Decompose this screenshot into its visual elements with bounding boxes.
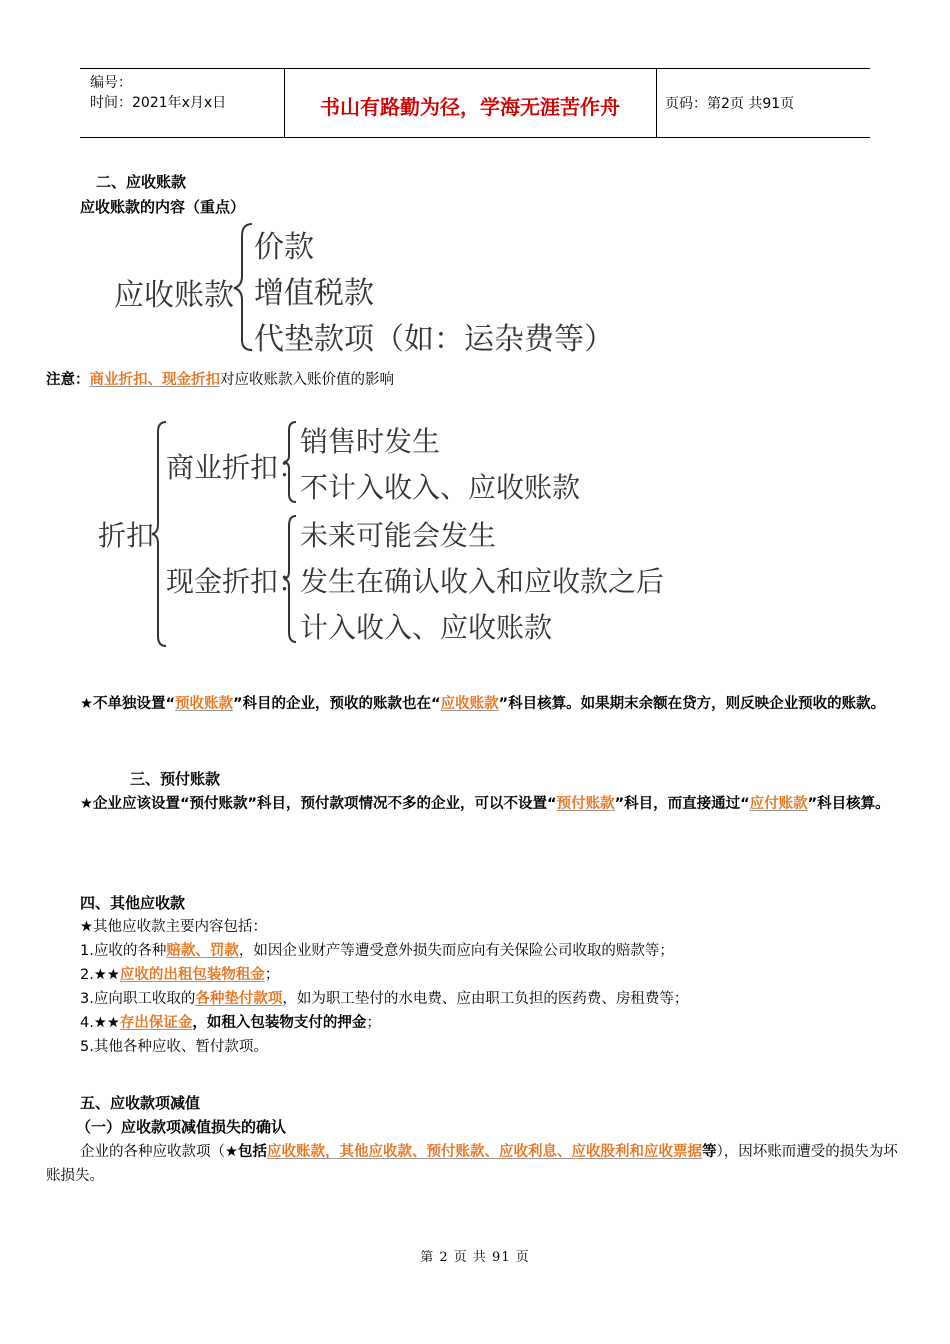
list-item: [80, 939, 900, 963]
number-label: 编号：: [90, 75, 132, 91]
text: ；: [264, 967, 280, 983]
text: ；: [366, 1015, 381, 1031]
header-meta: [90, 73, 226, 113]
text: ”科目核算。如果期末余额在贷方，则反映企业预收的账款。: [498, 696, 886, 712]
discount-item: 不计入收入、应收账款: [300, 471, 581, 504]
text: ），因坏账而遭受的损失为坏账损失。: [46, 1144, 898, 1184]
section-2-subtitle: 应收账款的内容（重点）: [80, 198, 246, 216]
highlight: 应收账款: [440, 696, 499, 712]
brace-icon: [232, 222, 256, 352]
section-5-body: [46, 1140, 902, 1188]
header-page-info: 页码：第2页 共91页: [665, 96, 795, 112]
text: ”科目，而直接通过“: [614, 796, 750, 812]
discount-item: 计入收入、应收账款: [300, 611, 553, 644]
diagram-item: 增值税款: [254, 276, 374, 311]
text: ★企业应该设置“预付账款”科目，预付款项情况不多的企业，可以不设置“: [80, 796, 557, 812]
text: ”科目的企业，预收的账款也在“: [233, 696, 441, 712]
header-divider: [656, 69, 657, 137]
section-4-list: [80, 915, 900, 1059]
list-item: [80, 1011, 900, 1035]
section-5-subtitle: （一）应收款项减值损失的确认: [76, 1118, 287, 1136]
section-2-title: 二、应收账款: [96, 173, 187, 191]
section-4-title: 四、其他应收款: [80, 894, 186, 912]
highlight: 应收账款，其他应收款、预付账款、应收利息、应收股利和应收票据: [267, 1144, 702, 1160]
commercial-discount-label: 商业折扣：: [166, 451, 307, 484]
text: 3.应向职工收取的: [80, 991, 196, 1007]
text: ★不单独设置“: [80, 696, 176, 712]
brace-icon: [282, 420, 300, 504]
discount-item: 发生在确认收入和应收款之后: [300, 565, 665, 598]
diagram-root-label: 应收账款: [114, 278, 234, 313]
section-3-body: [46, 792, 902, 816]
highlight: 应收的出租包装物租金: [119, 967, 265, 983]
time-label: 时间：2021年x月x日: [90, 95, 227, 111]
highlight: 存出保证金: [119, 1015, 193, 1031]
note-prefix: 注意：: [46, 372, 90, 388]
receivables-diagram: [110, 220, 630, 360]
text: 4.★★: [80, 1015, 120, 1031]
advance-receipts-note: [46, 692, 902, 716]
list-item: [80, 963, 900, 987]
text: ”科目核算。: [807, 796, 890, 812]
text: ，如租入包装物支付的押金: [192, 1015, 367, 1031]
section-3-title: 三、预付账款: [130, 770, 221, 788]
discount-root-label: 折扣: [98, 519, 155, 552]
list-item: [80, 987, 900, 1011]
page-footer: 第 2 页 共 91 页: [420, 1250, 530, 1265]
text: 2.★★: [80, 967, 120, 983]
highlight: 各种垫付款项: [195, 991, 283, 1007]
text: ，如为职工垫付的水电费、应由职工负担的医药费、房租费等；: [282, 991, 689, 1007]
text: 等: [702, 1144, 717, 1160]
text: 企业的各种应收款项（: [80, 1144, 225, 1160]
discount-diagram: [94, 414, 694, 654]
discount-item: 销售时发生: [300, 425, 441, 458]
text: ★包括: [225, 1144, 267, 1160]
diagram-item: 代垫款项（如：运杂费等）: [254, 322, 614, 357]
text: ，如因企业财产等遭受意外损失而应向有关保险公司收取的赔款等；: [238, 943, 674, 959]
list-item: ★其他应收款主要内容包括：: [80, 919, 267, 935]
section-5-title: 五、应收款项减值: [80, 1094, 201, 1112]
note-rest: 对应收账款入账价值的影响: [220, 372, 394, 388]
note-line: [46, 368, 394, 392]
note-highlight: 商业折扣、现金折扣: [89, 372, 220, 388]
list-item: 5.其他各种应收、暂付款项。: [80, 1039, 268, 1055]
highlight: 预付账款: [556, 796, 615, 812]
cash-discount-label: 现金折扣：: [166, 565, 307, 598]
diagram-item: 价款: [254, 230, 314, 265]
highlight: 赔款、罚款: [166, 943, 239, 959]
text: 1.应收的各种: [80, 943, 167, 959]
header-motto: 书山有路勤为径，学海无涯苦作舟: [320, 95, 620, 119]
brace-icon: [282, 514, 300, 644]
discount-item: 未来可能会发生: [300, 519, 497, 552]
page-header: [80, 68, 870, 138]
highlight: 应付账款: [749, 796, 808, 812]
highlight: 预收账款: [175, 696, 234, 712]
